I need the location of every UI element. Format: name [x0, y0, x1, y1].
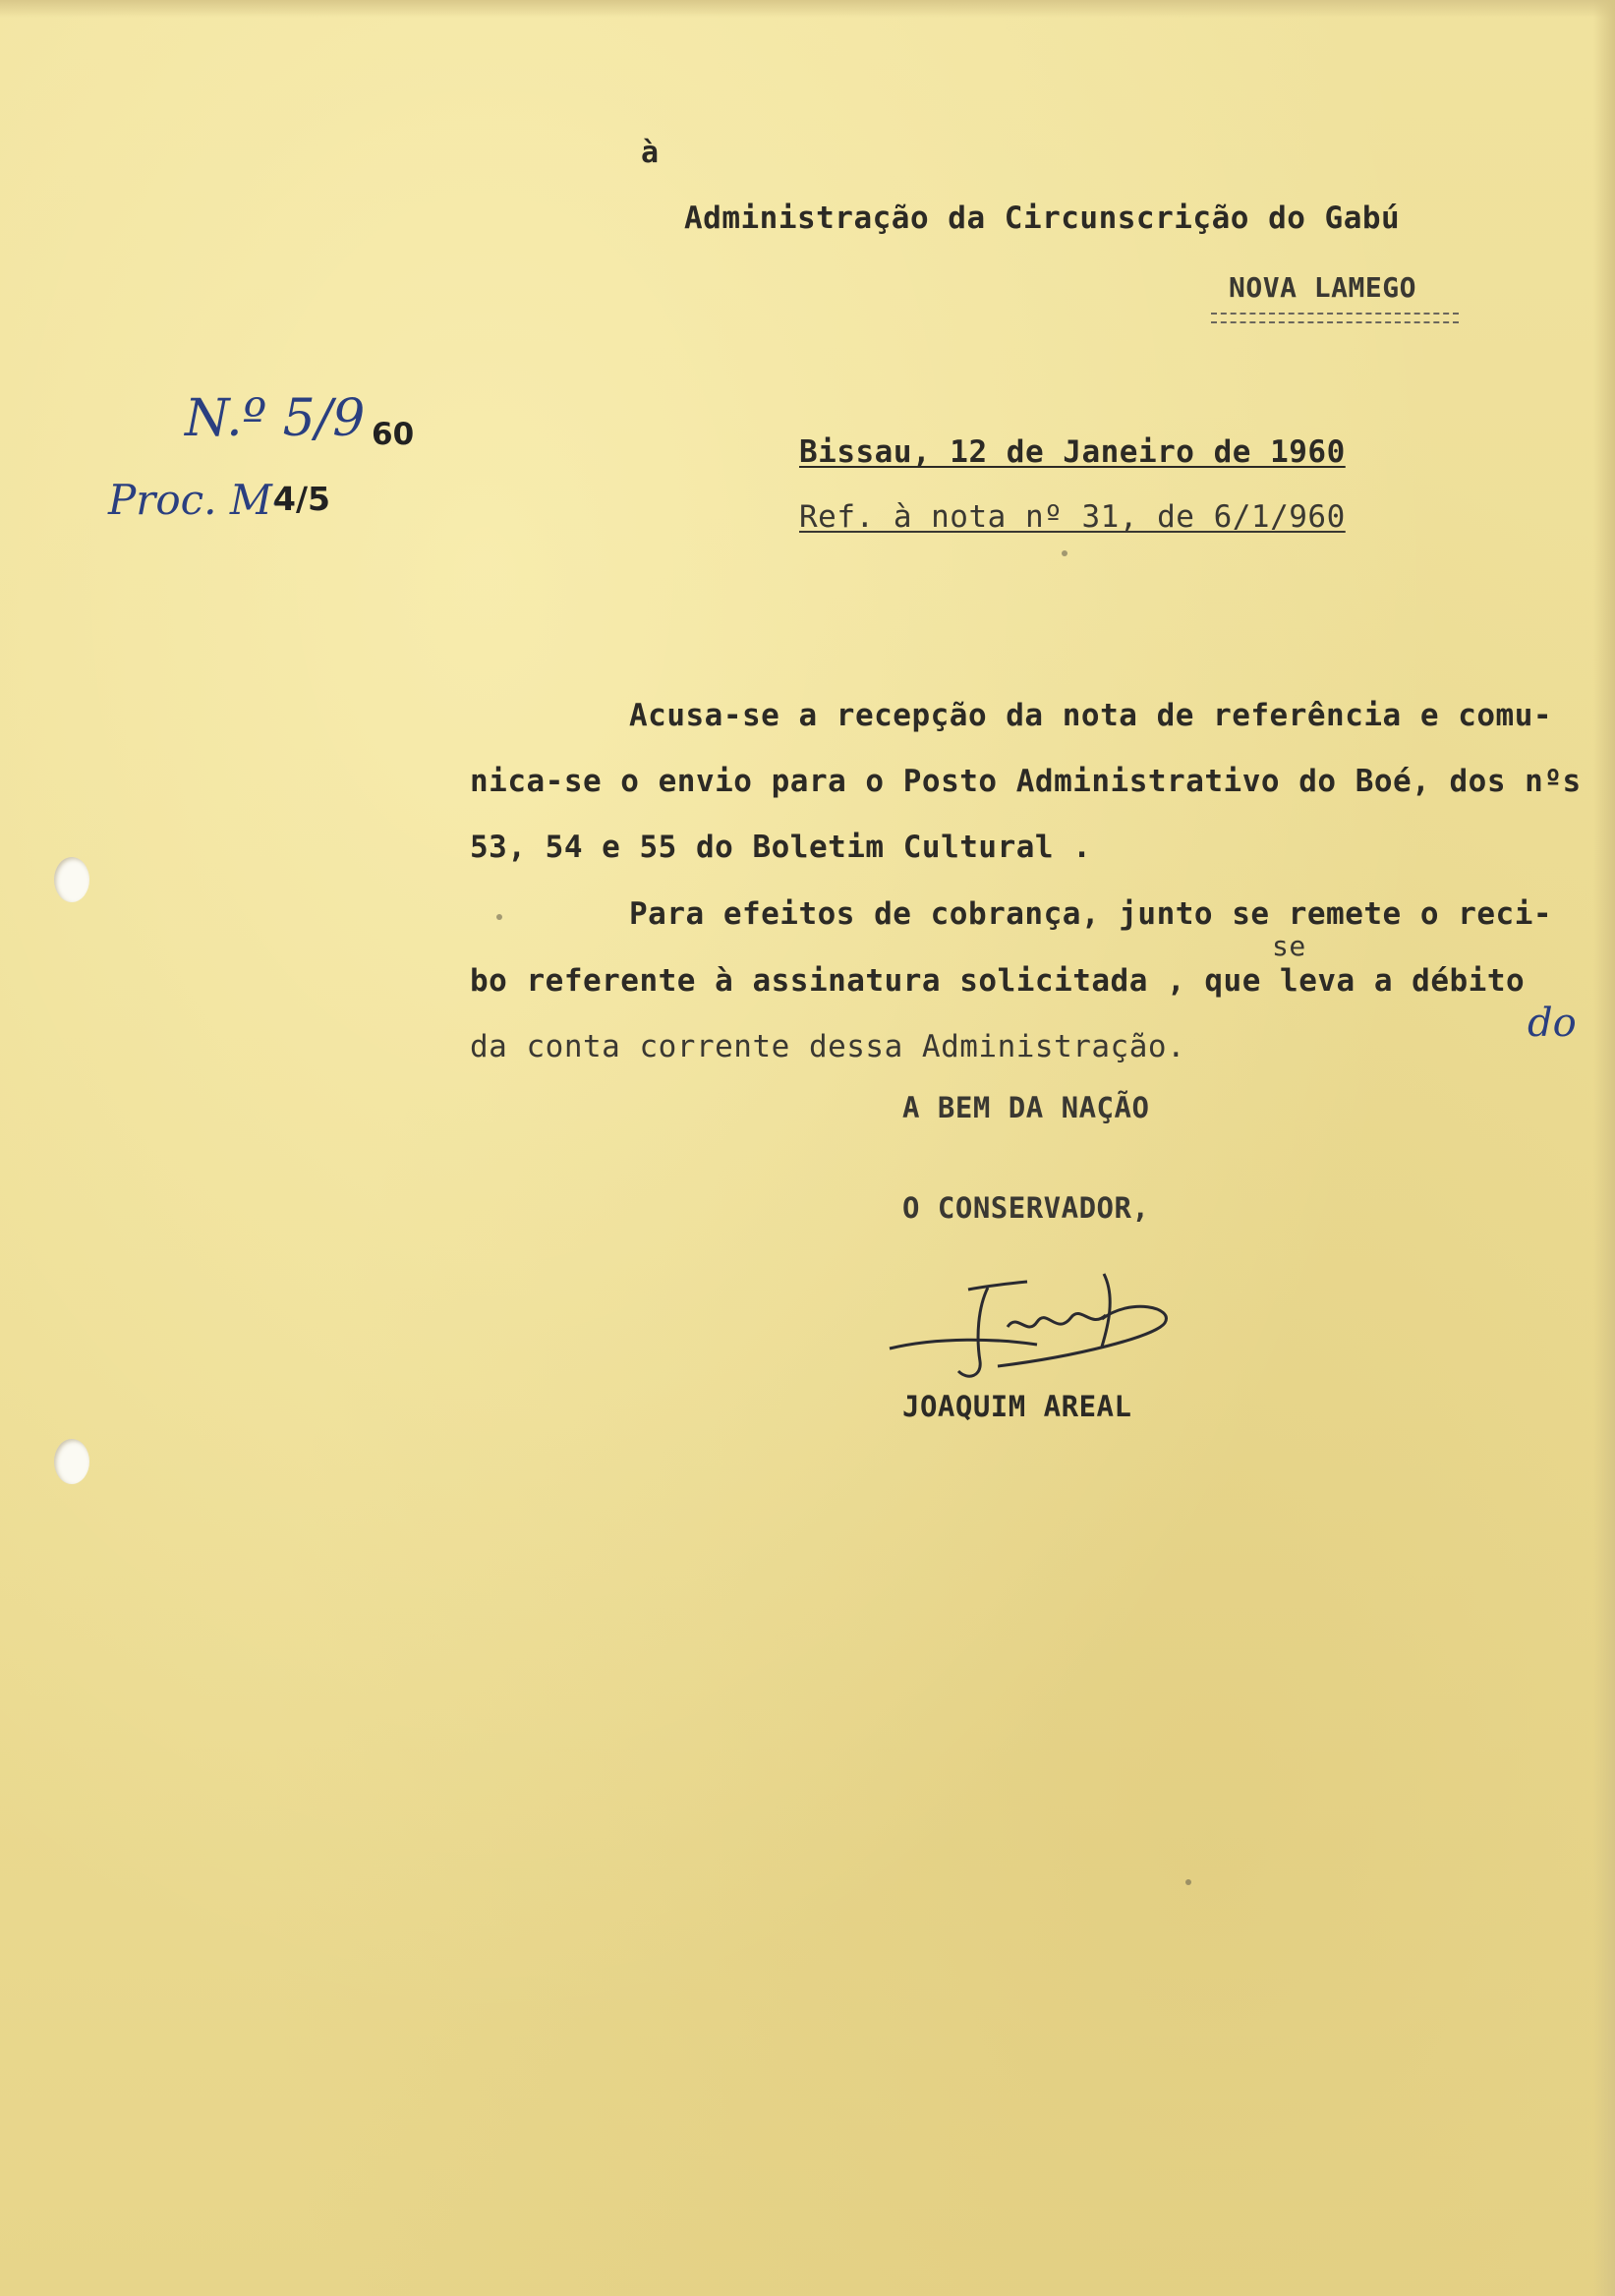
handwritten-margin-mark: do [1528, 1001, 1577, 1046]
addressee-line-1: Administração da Circunscrição do Gabú [684, 201, 1401, 236]
body-line-1: Acusa-se a recepção da nota de referência e comu- [629, 698, 1553, 733]
body-line-4: Para efeitos de cobrança, junto se remete o reci- [629, 896, 1553, 932]
paper-top-edge [0, 0, 1615, 18]
signatory-name: JOAQUIM AREAL [902, 1390, 1132, 1423]
body-line-6: da conta corrente dessa Administração. [470, 1029, 1186, 1064]
closing-formula: A BEM DA NAÇÃO [902, 1091, 1150, 1124]
addressee-line-2: NOVA LAMEGO [1229, 271, 1416, 304]
handwritten-process-no: 4/5 [273, 480, 330, 518]
inserted-word: se [1272, 930, 1306, 962]
body-line-3: 53, 54 e 55 do Boletim Cultural . [470, 830, 1092, 865]
addressee-double-rule [1211, 313, 1459, 323]
handwritten-process-label: Proc. M- [108, 476, 287, 524]
reference-line: Ref. à nota nº 31, de 6/1/960 [799, 499, 1346, 535]
body-line-2: nica-se o envio para o Posto Administrativo do Boé, dos nºs [470, 764, 1582, 799]
body-line-5: bo referente à assinatura solicitada , que leva a débito [470, 963, 1526, 999]
punch-hole-bottom [54, 1439, 89, 1484]
signatory-title: O CONSERVADOR, [902, 1191, 1150, 1225]
ink-speck [1185, 1879, 1191, 1885]
date-line: Bissau, 12 de Janeiro de 1960 [799, 434, 1346, 470]
handwritten-registry-no: N.º 5/9 [185, 389, 366, 448]
handwritten-signature [880, 1268, 1184, 1386]
corner-mark: à [641, 136, 660, 170]
handwritten-registry-year: 60 [372, 417, 415, 452]
paper-right-edge [1593, 0, 1615, 2296]
ink-speck [496, 914, 502, 920]
ink-speck [1062, 550, 1067, 556]
punch-hole-top [54, 857, 89, 902]
